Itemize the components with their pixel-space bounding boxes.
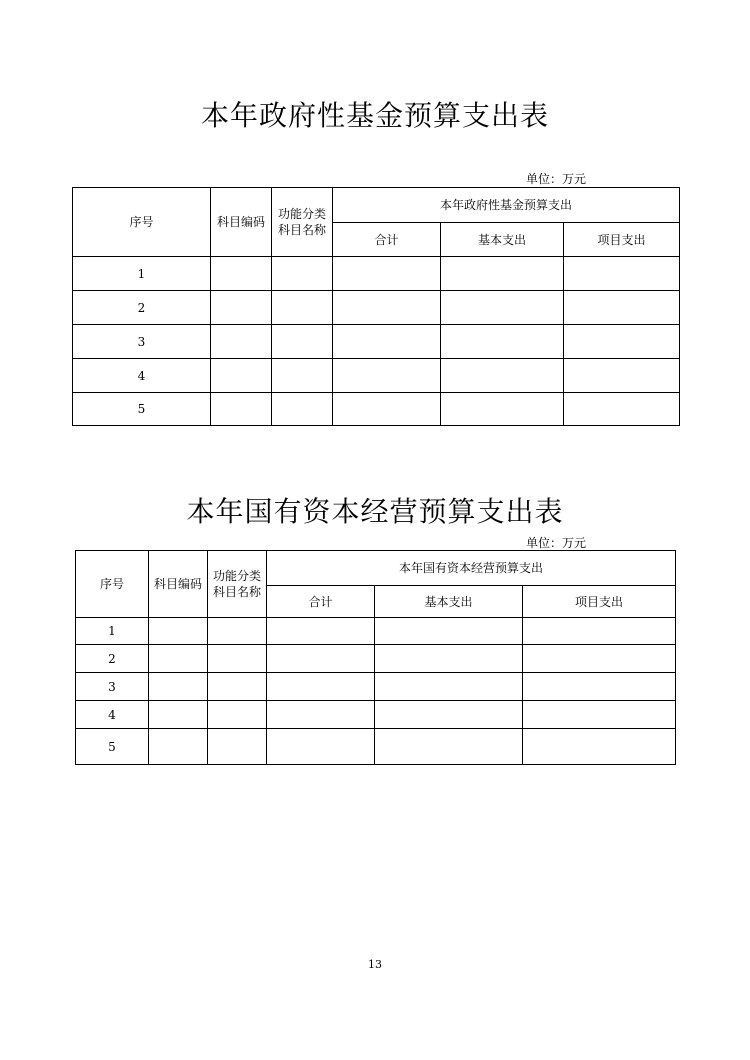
- table-row: [76, 729, 676, 765]
- table-row: [73, 359, 680, 393]
- header-name: [208, 551, 267, 618]
- cell: [272, 393, 333, 426]
- row-seq: 2: [73, 291, 211, 325]
- cell: [375, 618, 523, 645]
- cell: [208, 673, 267, 701]
- cell: [441, 359, 564, 393]
- cell: [375, 701, 523, 729]
- cell: [149, 618, 208, 645]
- header-group: 本年政府性基金预算支出: [333, 188, 680, 223]
- cell: [149, 729, 208, 765]
- header-name-line1: 功能分类: [277, 207, 326, 221]
- header-name-line1: 功能分类: [212, 569, 261, 583]
- cell: [272, 291, 333, 325]
- cell: [523, 645, 676, 673]
- cell: [564, 291, 680, 325]
- table-row: [73, 291, 680, 325]
- row-seq: 2: [76, 645, 149, 673]
- page-number: 13: [368, 958, 382, 971]
- header-total: 合计: [333, 223, 441, 257]
- table2-title: 本年国有资本经营预算支出表: [186, 495, 564, 528]
- cell: [564, 325, 680, 359]
- header-seq: 序号: [76, 551, 149, 618]
- table-row: [73, 325, 680, 359]
- header-code: 科目编码: [211, 188, 272, 257]
- government-fund-table: [72, 187, 680, 426]
- row-seq: 1: [73, 257, 211, 291]
- cell: [267, 645, 375, 673]
- cell: [272, 257, 333, 291]
- header-project: 项目支出: [523, 586, 676, 618]
- cell: [375, 645, 523, 673]
- cell: [441, 257, 564, 291]
- table1-title: 本年政府性基金预算支出表: [200, 99, 549, 132]
- row-seq: 3: [76, 673, 149, 701]
- cell: [272, 325, 333, 359]
- table-row: [76, 618, 676, 645]
- row-seq: 3: [73, 325, 211, 359]
- row-seq: 4: [73, 359, 211, 393]
- cell: [523, 618, 676, 645]
- cell: [564, 359, 680, 393]
- cell: [149, 673, 208, 701]
- cell: [267, 701, 375, 729]
- cell: [564, 257, 680, 291]
- table-row: [76, 673, 676, 701]
- cell: [267, 729, 375, 765]
- cell: [211, 393, 272, 426]
- cell: [441, 325, 564, 359]
- cell: [333, 291, 441, 325]
- cell: [333, 393, 441, 426]
- cell: [211, 359, 272, 393]
- table-row: [73, 257, 680, 291]
- header-name-line2: 科目名称: [277, 223, 326, 237]
- cell: [333, 325, 441, 359]
- table2-unit: 单位：万元: [526, 536, 587, 550]
- header-project: 项目支出: [564, 223, 680, 257]
- cell: [211, 257, 272, 291]
- table-row: [73, 393, 680, 426]
- header-seq: 序号: [73, 188, 211, 257]
- cell: [564, 393, 680, 426]
- cell: [211, 325, 272, 359]
- cell: [523, 673, 676, 701]
- header-name-line2: 科目名称: [212, 585, 261, 599]
- header-basic: 基本支出: [441, 223, 564, 257]
- cell: [441, 393, 564, 426]
- header-total: 合计: [267, 586, 375, 618]
- cell: [208, 618, 267, 645]
- cell: [523, 729, 676, 765]
- row-seq: 1: [76, 618, 149, 645]
- header-name: [272, 188, 333, 257]
- cell: [272, 359, 333, 393]
- header-group: 本年国有资本经营预算支出: [267, 551, 676, 586]
- header-code: 科目编码: [149, 551, 208, 618]
- table-row: [76, 701, 676, 729]
- cell: [208, 645, 267, 673]
- header-basic: 基本支出: [375, 586, 523, 618]
- cell: [333, 257, 441, 291]
- cell: [267, 618, 375, 645]
- cell: [333, 359, 441, 393]
- table-row: [76, 645, 676, 673]
- cell: [211, 291, 272, 325]
- cell: [149, 645, 208, 673]
- row-seq: 5: [76, 729, 149, 765]
- state-capital-table: [75, 550, 676, 765]
- cell: [441, 291, 564, 325]
- cell: [375, 729, 523, 765]
- cell: [208, 729, 267, 765]
- table1-unit: 单位：万元: [526, 172, 587, 186]
- cell: [208, 701, 267, 729]
- cell: [523, 701, 676, 729]
- cell: [149, 701, 208, 729]
- cell: [375, 673, 523, 701]
- cell: [267, 673, 375, 701]
- row-seq: 4: [76, 701, 149, 729]
- row-seq: 5: [73, 393, 211, 426]
